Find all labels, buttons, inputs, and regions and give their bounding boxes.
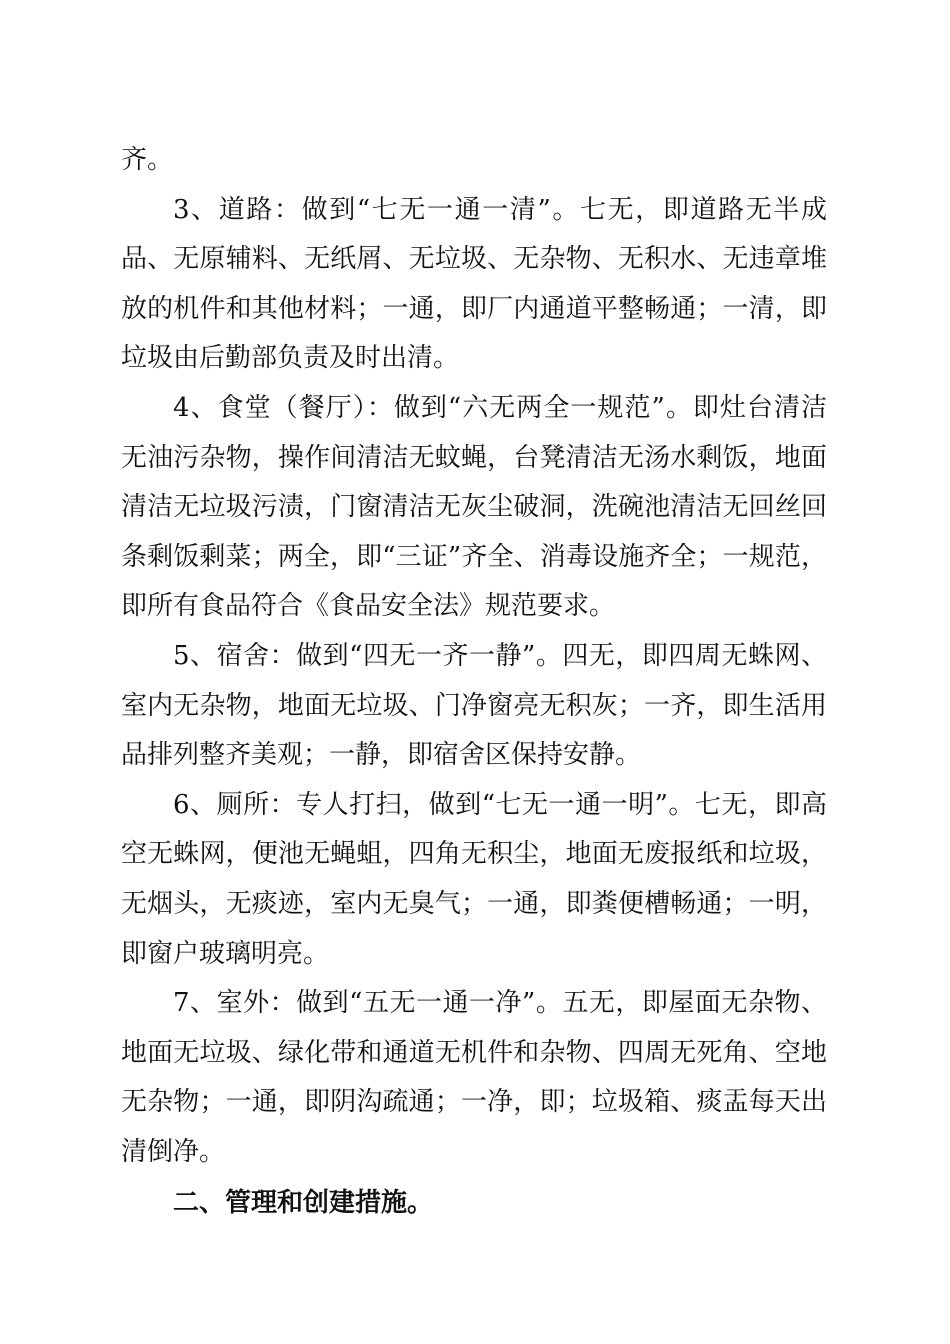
- continuation-line: 齐。: [121, 145, 174, 175]
- document-body: [121, 136, 827, 1229]
- section-heading: 二、管理和创建措施。: [173, 1188, 434, 1219]
- item-toilet: 6、厕所：专人打扫，做到“七无一通一明”。七无，即高空无蛛网，便池无蝇蛆，四角无积尘，地面无废报纸和垃圾，无烟头，无痰迹，室内无臭气；一通，即粪便槽畅通；一明，即窗户玻璃明亮。: [121, 789, 827, 969]
- item-outdoor: 7、室外：做到“五无一通一净”。五无，即屋面无杂物、地面无垃圾、绿化带和通道无机件和杂物、四周无死角、空地无杂物；一通，即阴沟疏通；一净，即；垃圾箱、痰盂每天出清倒净。: [121, 988, 827, 1167]
- item-roads: 3、道路：做到“七无一通一清”。七无，即道路无半成品、无原辅料、无纸屑、无垃圾、无杂物、无积水、无违章堆放的机件和其他材料；一通，即厂内通道平整畅通；一清，即垃圾由后勤部负责及时出清。: [121, 194, 827, 374]
- item-dormitory: 5、宿舍：做到“四无一齐一静”。四无，即四周无蛛网、室内无杂物，地面无垃圾、门净窗亮无积灰；一齐，即生活用品排列整齐美观；一静，即宿舍区保持安静。: [121, 640, 827, 771]
- item-canteen: 4、食堂（餐厅）：做到“六无两全一规范”。即灶台清洁无油污杂物，操作间清洁无蚊蝇，台凳清洁无汤水剩饭，地面清洁无垃圾污渍，门窗清洁无灰尘破洞，洗碗池清洁无回丝回条剩饭剩菜；两全，即“三证”齐全、消毒设施齐全；一规范，即所有食品符合《食品安全法》规范要求。: [121, 392, 827, 622]
